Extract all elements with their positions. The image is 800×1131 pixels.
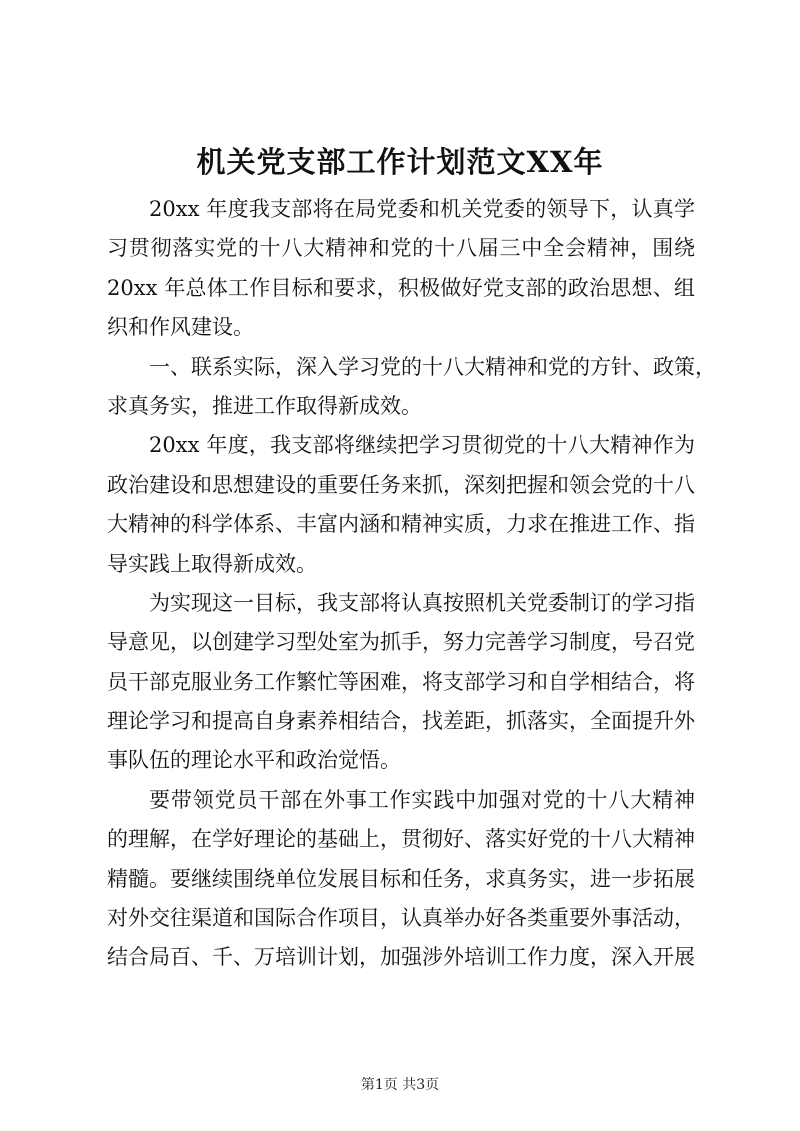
paragraph	[107, 354, 716, 433]
text-line: 员干部克服业务工作繁忙等困难，将支部学习和自学相结合，将	[107, 669, 695, 694]
paragraph	[107, 590, 695, 787]
text-line: 的理解，在学好理论的基础上，贯彻好、落实好党的十八大精神	[107, 827, 695, 852]
text-line: 精髓。要继续围绕单位发展目标和任务，求真务实，进一步拓展	[107, 866, 695, 891]
text-line: 导实践上取得新成效。	[107, 551, 317, 576]
text-line: 20xx 年度，我支部将继续把学习贯彻党的十八大精神作为	[149, 433, 695, 458]
text-line: 求真务实，推进工作取得新成效。	[107, 393, 422, 418]
text-line: 一、联系实际，深入学习党的十八大精神和党的方针、政策，	[149, 354, 716, 379]
text-line: 为实现这一目标，我支部将认真按照机关党委制订的学习指	[149, 590, 695, 615]
text-line: 大精神的科学体系、丰富内涵和精神实质，力求在推进工作、指	[107, 512, 695, 537]
text-line: 要带领党员干部在外事工作实践中加强对党的十八大精神	[149, 787, 695, 812]
text-line: 政治建设和思想建设的重要任务来抓，深刻把握和领会党的十八	[107, 472, 695, 497]
text-line: 习贯彻落实党的十八大精神和党的十八届三中全会精神，围绕	[107, 236, 695, 261]
text-line: 结合局百、千、万培训计划，加强涉外培训工作力度，深入开展	[107, 945, 695, 970]
text-line: 对外交往渠道和国际合作项目，认真举办好各类重要外事活动，	[107, 906, 695, 931]
text-line: 20xx 年总体工作目标和要求，积极做好党支部的政治思想、组	[107, 275, 695, 300]
paragraph	[107, 196, 695, 354]
document-body	[107, 196, 716, 984]
text-line: 织和作风建设。	[107, 315, 254, 340]
text-line: 导意见，以创建学习型处室为抓手，努力完善学习制度，号召党	[107, 630, 695, 655]
document-title: 机关党支部工作计划范文XX年	[196, 145, 604, 179]
text-line: 事队伍的理论水平和政治觉悟。	[107, 748, 401, 773]
paragraph	[107, 432, 695, 590]
text-line: 理论学习和提高自身素养相结合，找差距，抓落实，全面提升外	[107, 709, 695, 734]
paragraph	[107, 787, 695, 984]
text-line: 20xx 年度我支部将在局党委和机关党委的领导下，认真学	[149, 197, 695, 221]
page-footer: 第1页 共3页	[360, 1077, 440, 1093]
